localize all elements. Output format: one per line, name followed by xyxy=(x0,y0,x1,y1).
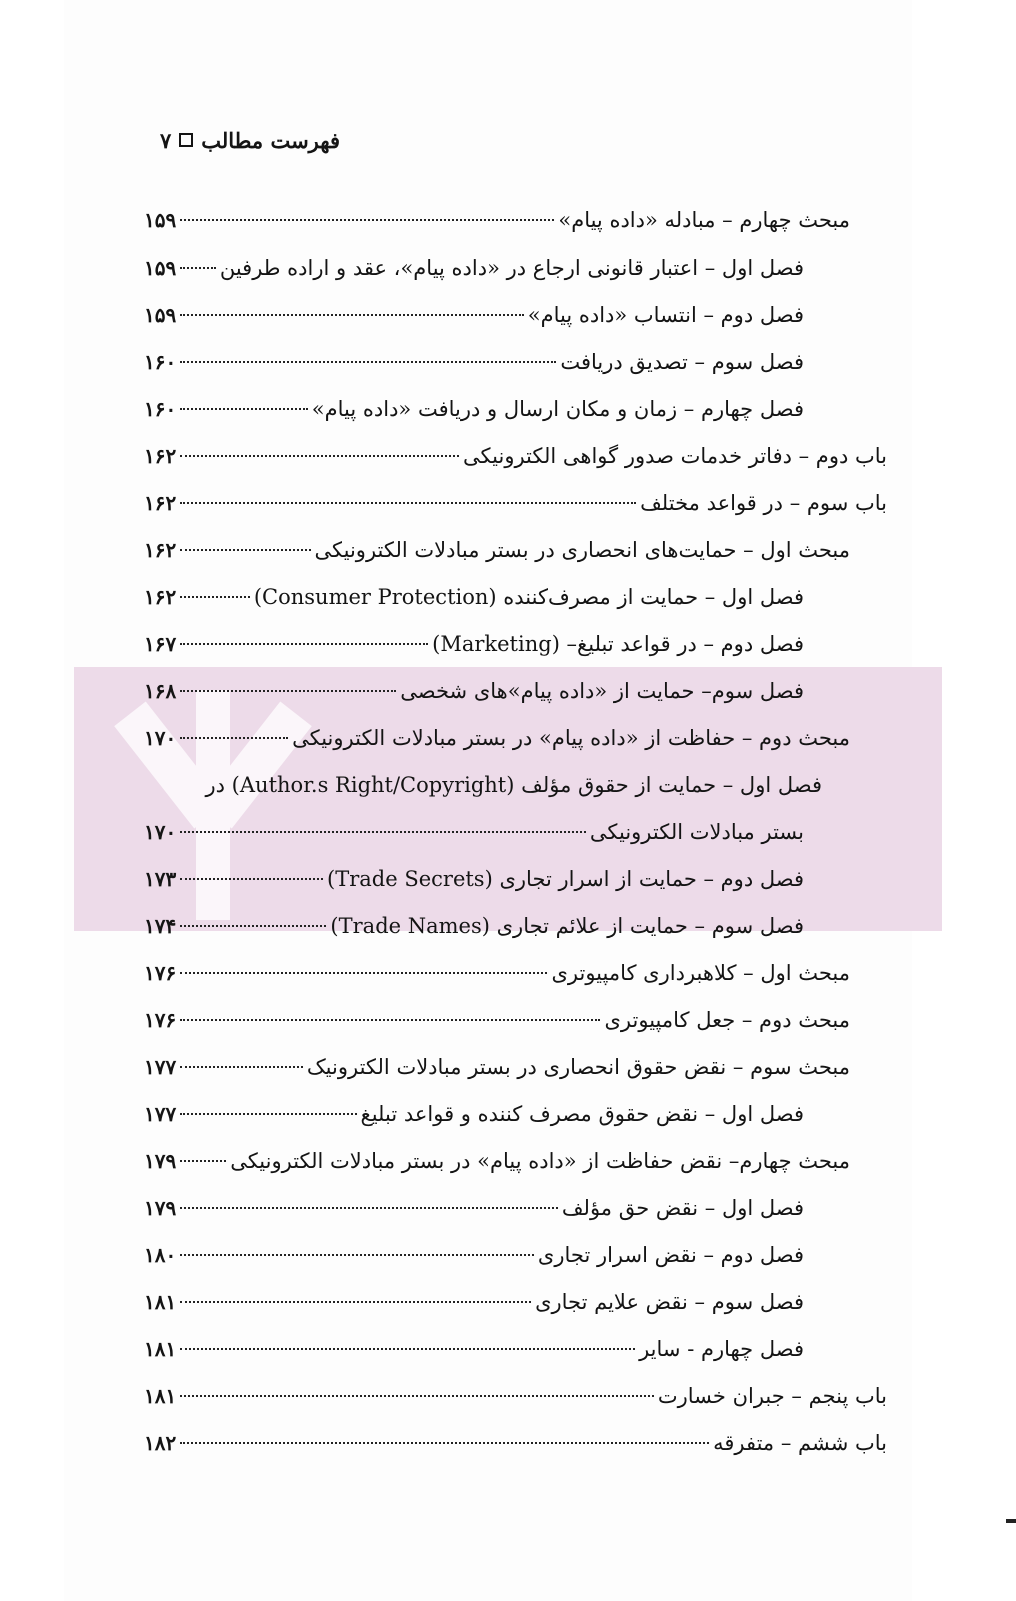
leader-dots xyxy=(180,690,396,692)
toc-entry xyxy=(144,347,804,377)
toc-entry xyxy=(144,958,850,988)
toc-entry-page: ۱۶۲ xyxy=(144,444,177,468)
leader-dots xyxy=(180,1348,635,1350)
toc-entry-title: باب سوم – در قواعد مختلف xyxy=(640,491,887,515)
toc-entry xyxy=(144,1146,850,1176)
leader-dots xyxy=(180,643,428,645)
toc-entry xyxy=(144,205,850,235)
toc-entry xyxy=(144,1287,804,1317)
toc-entry-title: باب پنجم – جبران خسارت xyxy=(657,1384,887,1408)
toc-entry xyxy=(144,911,804,941)
toc-entry-page: ۱۶۲ xyxy=(144,491,177,515)
toc-entry-title: فصل سوم– حمایت از «داده پیام»های شخصی xyxy=(400,679,804,703)
toc-entry-page: ۱۷۶ xyxy=(144,1008,177,1032)
leader-dots xyxy=(180,1113,356,1115)
toc-entry xyxy=(144,441,887,471)
toc-entry-title: مبحث سوم – نقض حقوق انحصاری در بستر مبادلات الکترونیک xyxy=(306,1055,850,1079)
toc-entry-title: مبحث دوم – جعل کامپیوتری xyxy=(604,1008,850,1032)
leader-dots xyxy=(180,878,323,880)
leader-dots xyxy=(180,219,554,221)
toc-entry xyxy=(144,629,804,659)
toc-entry-page: ۱۸۰ xyxy=(144,1243,177,1267)
toc-entry-page: ۱۶۲ xyxy=(144,585,177,609)
toc-entry-title-continued xyxy=(182,770,822,800)
toc-entry-title: مبحث دوم – حفاظت از «داده پیام» در بستر مبادلات الکترونیکی xyxy=(292,726,850,750)
toc-entry-page: ۱۷۷ xyxy=(144,1055,177,1079)
toc-entry-title: باب دوم – دفاتر خدمات صدور گواهی الکترونیکی xyxy=(463,444,887,468)
toc-entry xyxy=(144,1052,850,1082)
leader-dots xyxy=(180,1301,531,1303)
toc-entry-title: مبحث چهارم – مبادله «داده پیام» xyxy=(558,208,850,232)
leader-dots xyxy=(180,502,636,504)
toc-entry-page: ۱۷۶ xyxy=(144,961,177,985)
toc-entry-page: ۱۷۳ xyxy=(144,867,177,891)
toc-entry-page: ۱۸۱ xyxy=(144,1384,177,1408)
toc-entry-title: فصل اول – نقض حقوق مصرف کننده و قواعد تبلیغ xyxy=(360,1102,804,1126)
toc-entry xyxy=(144,535,850,565)
toc-entry-page: ۱۸۱ xyxy=(144,1290,177,1314)
leader-dots xyxy=(180,1066,303,1068)
toc-entry xyxy=(144,1240,804,1270)
toc-entry-page: ۱۶۰ xyxy=(144,397,177,421)
leader-dots xyxy=(180,455,459,457)
leader-dots xyxy=(180,925,326,927)
toc-entry xyxy=(144,1428,887,1458)
toc-entry-title: فصل سوم – نقض علایم تجاری xyxy=(535,1290,804,1314)
toc-entry-page: ۱۵۹ xyxy=(144,303,177,327)
toc-entry-page: ۱۷۹ xyxy=(144,1149,177,1173)
toc-entry-title: فصل چهارم - سایر xyxy=(639,1337,804,1361)
toc-entry-title: مبحث چهارم– نقض حفاظت از «داده پیام» در بستر مبادلات الکترونیکی xyxy=(230,1149,850,1173)
toc-entry-page: ۱۵۹ xyxy=(144,256,177,280)
leader-dots xyxy=(180,1019,600,1021)
toc-entry-title: فصل سوم – تصدیق دریافت xyxy=(560,350,804,374)
leader-dots xyxy=(180,1395,654,1397)
leader-dots xyxy=(180,1207,558,1209)
toc-entry-page: ۱۶۷ xyxy=(144,632,177,656)
toc-entry xyxy=(144,488,887,518)
toc-entry-title: فصل سوم – حمایت از علائم تجاری (Trade Names) xyxy=(330,914,804,938)
toc-entry xyxy=(144,1193,804,1223)
toc-entry-title: فصل چهارم – زمان و مکان ارسال و دریافت «داده پیام» xyxy=(311,397,804,421)
toc-entry-page: ۱۷۹ xyxy=(144,1196,177,1220)
leader-dots xyxy=(180,737,288,739)
toc-entry-title: فصل اول – نقض حق مؤلف xyxy=(561,1196,804,1220)
toc-entry-page: ۱۶۲ xyxy=(144,538,177,562)
toc-entry-page: ۱۶۰ xyxy=(144,350,177,374)
toc-entry-title: فصل اول – اعتبار قانونی ارجاع در «داده پیام»، عقد و اراده طرفین xyxy=(219,256,804,280)
leader-dots xyxy=(180,314,524,316)
toc-entry xyxy=(144,864,804,894)
toc-entry xyxy=(144,394,804,424)
toc-entry-page: ۱۸۲ xyxy=(144,1431,177,1455)
toc-entry xyxy=(144,817,804,847)
toc-entry-page: ۱۷۰ xyxy=(144,726,177,750)
toc-entry-page: ۱۷۷ xyxy=(144,1102,177,1126)
page-number: ۷ xyxy=(159,127,172,153)
toc-entry-page: ۱۷۴ xyxy=(144,914,177,938)
toc-entry xyxy=(144,1099,804,1129)
toc-entry-title: فصل اول – حمایت از مصرف‌کننده (Consumer Protection) xyxy=(253,585,804,609)
leader-dots xyxy=(180,831,586,833)
toc-entry xyxy=(144,676,804,706)
leader-dots xyxy=(180,267,216,269)
toc-entry-title: باب ششم – متفرقه xyxy=(713,1431,887,1455)
toc-entry-page: ۱۵۹ xyxy=(144,208,177,232)
leader-dots xyxy=(180,1442,709,1444)
toc-entry-page: ۱۸۱ xyxy=(144,1337,177,1361)
toc-entry-title: فصل دوم – حمایت از اسرار تجاری (Trade Secrets) xyxy=(327,867,804,891)
toc-entry xyxy=(144,1334,804,1364)
toc-entry-title: بستر مبادلات الکترونیکی xyxy=(589,820,804,844)
page-title: فهرست مطالب xyxy=(201,127,340,153)
toc-entry-title: فصل اول – حمایت از حقوق مؤلف (Author.s Right/Copyright) در xyxy=(205,773,822,797)
toc-entry xyxy=(144,582,804,612)
leader-dots xyxy=(180,549,310,551)
page-corner-mark xyxy=(1006,1519,1016,1523)
leader-dots xyxy=(180,361,556,363)
toc-entry-title: فصل دوم – در قواعد تبلیغ– (Marketing) xyxy=(432,632,804,656)
toc-entry-title: فصل دوم – انتساب «داده پیام» xyxy=(527,303,804,327)
leader-dots xyxy=(180,408,308,410)
leader-dots xyxy=(180,972,547,974)
toc-entry-page: ۱۶۸ xyxy=(144,679,177,703)
toc-entry xyxy=(144,1381,887,1411)
leader-dots xyxy=(180,1160,226,1162)
toc-entry-title: فصل دوم – نقض اسرار تجاری xyxy=(537,1243,804,1267)
toc-entry-title: مبحث اول – کلاهبرداری کامپیوتری xyxy=(551,961,850,985)
toc-entry xyxy=(144,1005,850,1035)
toc-entry xyxy=(144,723,850,753)
toc-entry-title: مبحث اول – حمایت‌های انحصاری در بستر مبادلات الکترونیکی xyxy=(314,538,850,562)
toc-entry-page: ۱۷۰ xyxy=(144,820,177,844)
leader-dots xyxy=(180,596,250,598)
toc-entry xyxy=(144,300,804,330)
leader-dots xyxy=(180,1254,534,1256)
toc-entry xyxy=(144,253,804,283)
